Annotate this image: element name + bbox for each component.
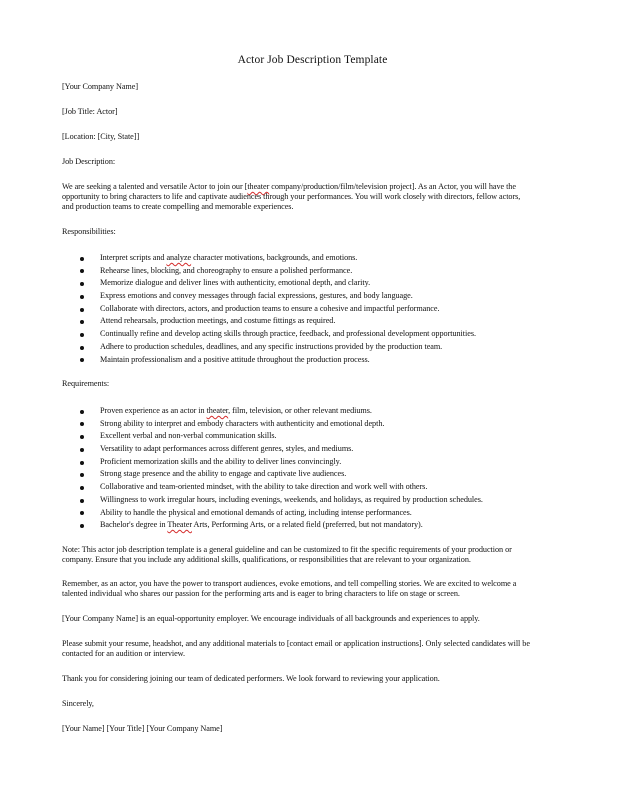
spelling-squiggle: theater [206, 406, 229, 415]
list-item: Continually refine and develop acting skills through practice, feedback, and professional development opportunities. [78, 328, 476, 341]
intro-paragraph [62, 182, 562, 212]
list-item: Willingness to work irregular hours, including evenings, weekends, and holidays, as required by production schedules. [78, 494, 483, 507]
note-line-1: Note: This actor job description template is a general guideline and can be customized to fit the specific requirements of your production or [62, 545, 512, 554]
remember-line-1: Remember, as an actor, you have the power to transport audiences, evoke emotions, and tell compelling stories. We are excited to welcome a [62, 579, 517, 588]
spelling-squiggle: analyze [166, 253, 192, 262]
intro-line-1: We are seeking a talented and versatile Actor to join our [theater company/production/film/television project]. As an Actor, you will have the [62, 182, 516, 191]
requirements-heading: Requirements: [62, 379, 110, 388]
list-item: Bachelor's degree in Theater Arts, Performing Arts, or a related field (preferred, but not mandatory). [78, 519, 483, 532]
remember-line-2: talented individual who shares our passion for the performing arts and is eager to bring characters to life on stage or screen. [62, 589, 460, 598]
list-item: Memorize dialogue and deliver lines with authenticity, emotional depth, and clarity. [78, 277, 476, 290]
requirements-list [78, 405, 483, 532]
list-item: Ability to handle the physical and emotional demands of acting, including intense performances. [78, 507, 483, 520]
note-line-2: company. Ensure that you include any additional skills, qualifications, or responsibilities that are relevant to your organization. [62, 555, 471, 564]
list-item: Collaborative and team-oriented mindset, with the ability to take direction and work well with others. [78, 481, 483, 494]
list-item: Versatility to adapt performances across different genres, styles, and mediums. [78, 443, 483, 456]
remember-paragraph [62, 579, 562, 599]
spelling-squiggle: Theater [167, 520, 192, 530]
note-paragraph [62, 545, 562, 565]
spelling-squiggle: theater [247, 182, 270, 191]
intro-line-2: opportunity to bring characters to life and captivate audiences through your performances. You will work closely with directors, fellow actors, [62, 192, 521, 201]
list-item: Adhere to production schedules, deadlines, and any specific instructions provided by the production team. [78, 341, 476, 354]
intro-line-3: and production teams to create compelling and memorable experiences. [62, 202, 294, 211]
list-item: Rehearse lines, blocking, and choreography to ensure a polished performance. [78, 265, 476, 278]
closing-line: Sincerely, [62, 699, 94, 708]
thanks-paragraph: Thank you for considering joining our team of dedicated performers. We look forward to reviewing your application. [62, 674, 440, 683]
company-name-placeholder: [Your Company Name] [62, 82, 138, 91]
responsibilities-heading: Responsibilities: [62, 227, 116, 236]
list-item: Collaborate with directors, actors, and production teams to ensure a cohesive and impactful performance. [78, 303, 476, 316]
signature-line: [Your Name] [Your Title] [Your Company Name] [62, 724, 223, 733]
list-item: Proficient memorization skills and the ability to deliver lines convincingly. [78, 456, 483, 469]
list-item: Proven experience as an actor in theater, film, television, or other relevant mediums. [78, 405, 483, 418]
list-item: Interpret scripts and analyze character motivations, backgrounds, and emotions. [78, 252, 476, 265]
location-placeholder: [Location: [City, State]] [62, 132, 140, 141]
submit-paragraph [62, 639, 562, 659]
submit-line-2: contacted for an audition or interview. [62, 649, 186, 658]
job-title-placeholder: [Job Title: Actor] [62, 107, 118, 116]
list-item: Express emotions and convey messages through facial expressions, gestures, and body language. [78, 290, 476, 303]
list-item: Excellent verbal and non-verbal communication skills. [78, 430, 483, 443]
responsibilities-list [78, 252, 476, 366]
list-item: Strong stage presence and the ability to engage and captivate live audiences. [78, 468, 483, 481]
list-item: Attend rehearsals, production meetings, and costume fittings as required. [78, 315, 476, 328]
list-item: Maintain professionalism and a positive attitude throughout the production process. [78, 354, 476, 367]
equal-opportunity-paragraph: [Your Company Name] is an equal-opportunity employer. We encourage individuals of all backgrounds and experiences to apply. [62, 614, 480, 623]
submit-line-1: Please submit your resume, headshot, and any additional materials to [contact email or application instructions]. Only selected candidates will be [62, 639, 530, 648]
job-description-heading: Job Description: [62, 157, 116, 166]
document-title: Actor Job Description Template [237, 54, 388, 66]
list-item: Strong ability to interpret and embody characters with authenticity and emotional depth. [78, 418, 483, 431]
